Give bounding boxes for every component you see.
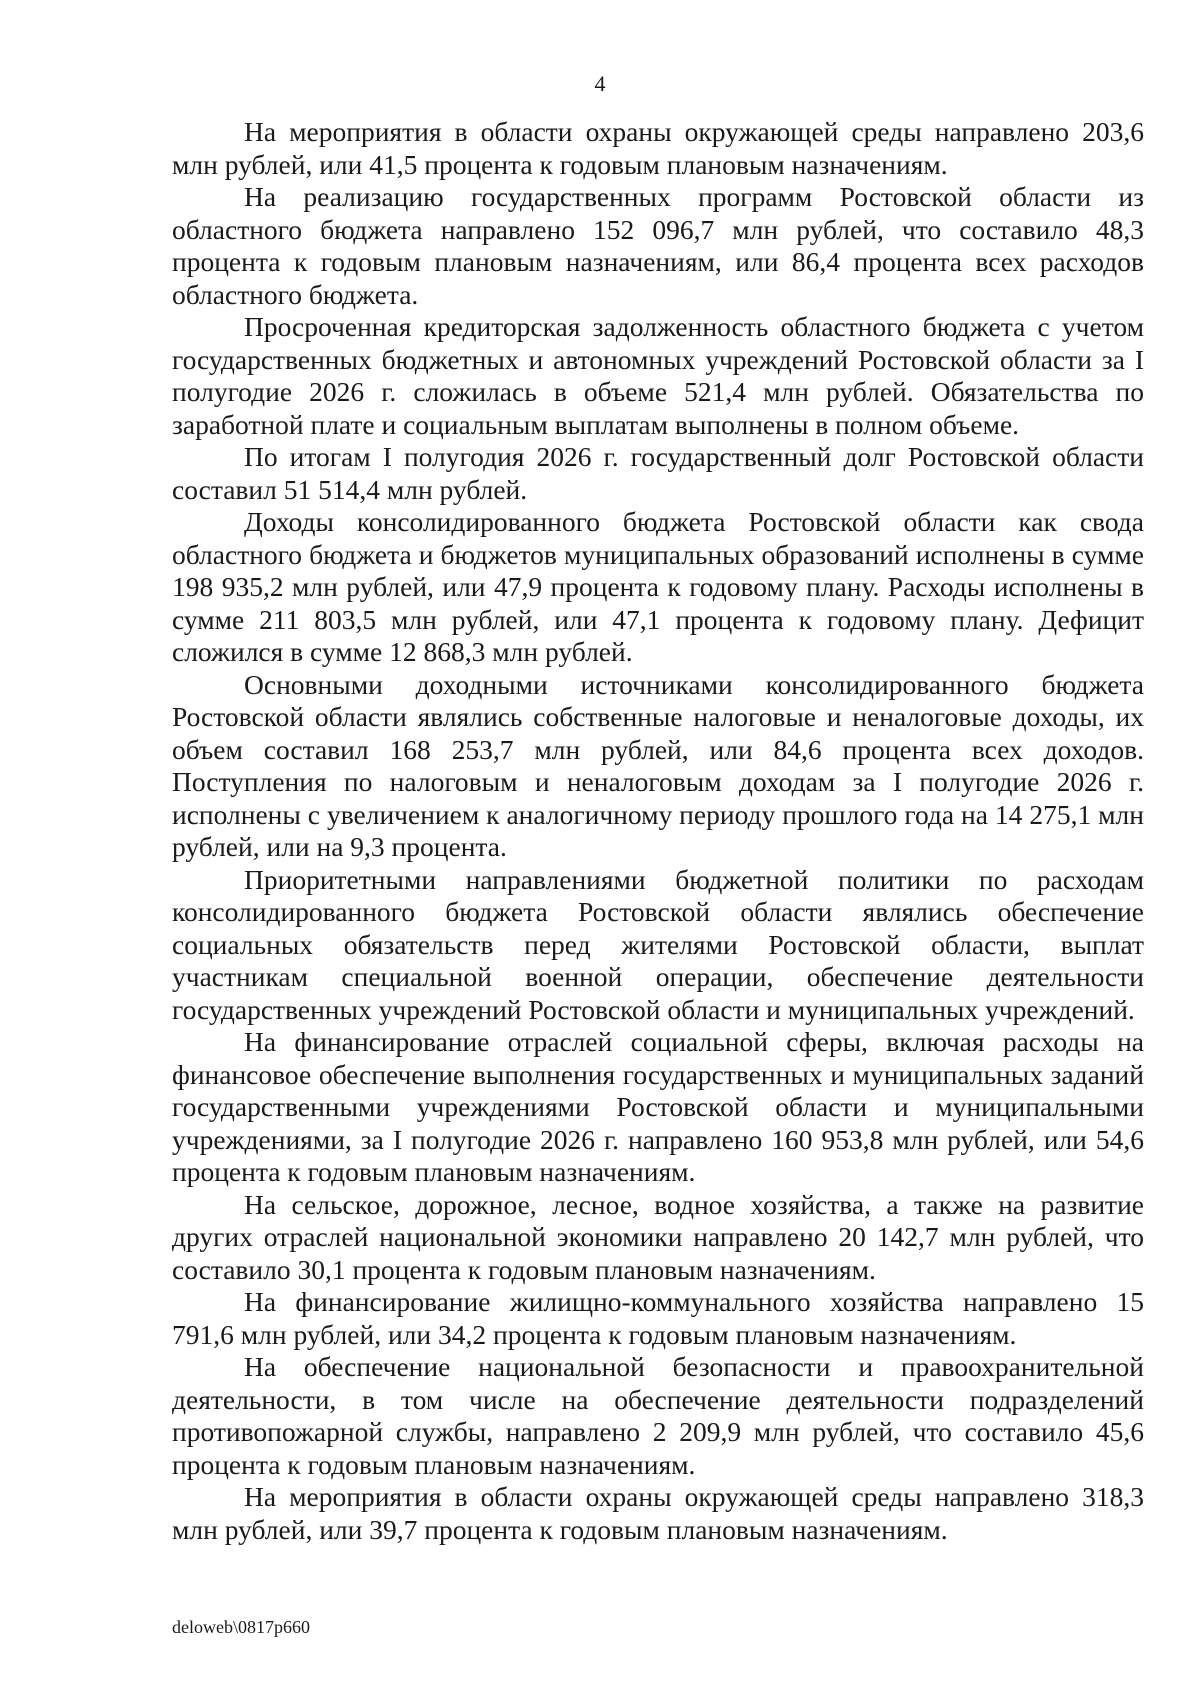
paragraph-overdue-payables: Просроченная кредиторская задолженность областного бюджета с учетом государственных бюджетных и автономных учреждений Ростовской области за I полугодие 2026 г. сложилась в объеме 521,4 млн рублей. Обязательства по заработной плате и социальным выплатам выполнены в полном объеме.: [172, 311, 1144, 440]
paragraph-social-sphere: На финансирование отраслей социальной сферы, включая расходы на финансовое обеспечение выполнения государственных и муниципальных заданий государственными учреждениями Ростовской области и муниципальными учреждениями, за I полугодие 2026 г. направлено 160 953,8 млн рублей, или 54,6 процента к годовым плановым назначениям.: [172, 1026, 1144, 1187]
paragraph-revenue-sources: Основными доходными источниками консолидированного бюджета Ростовской области являлись собственные налоговые и неналоговые доходы, их объем составил 168 253,7 млн рублей, или 84,6 процента всех доходов. Поступления по налоговым и неналоговым доходам за I полугодие 2026 г. исполнены с увеличением к аналогичному периоду прошлого года на 14 275,1 млн рублей, или на 9,3 процента.: [172, 668, 1144, 862]
document-body: [172, 116, 1144, 1546]
page-number: 4: [594, 71, 606, 96]
paragraph-housing-utilities: На финансирование жилищно-коммунального хозяйства направлено 15 791,6 млн рублей, или 34,2 процента к годовым плановым назначениям.: [172, 1286, 1144, 1350]
paragraph-state-programs: На реализацию государственных программ Ростовской области из областного бюджета направлено 152 096,7 млн рублей, что составило 48,3 процента к годовым плановым назначениям, или 86,4 процента всех расходов областного бюджета.: [172, 181, 1144, 310]
paragraph-budget-priorities: Приоритетными направлениями бюджетной политики по расходам консолидированного бюджета Ростовской области являлись обеспечение социальных обязательств перед жителями Ростовской области, выплат участникам специальной военной операции, обеспечение деятельности государственных учреждений Ростовской области и муниципальных учреждений.: [172, 863, 1144, 1025]
document-registration-code: deloweb\0817p660: [172, 1617, 310, 1637]
paragraph-consolidated-revenue: Доходы консолидированного бюджета Ростовской области как свода областного бюджета и бюджетов муниципальных образований исполнены в сумме 198 935,2 млн рублей, или 47,9 процента к годовому плану. Расходы исполнены в сумме 211 803,5 млн рублей, или 47,1 процента к годовому плану. Дефицит сложился в сумме 12 868,3 млн рублей.: [172, 506, 1144, 667]
paragraph-environment-regional: На мероприятия в области охраны окружающей среды направлено 203,6 млн рублей, или 41,5 процента к годовым плановым назначениям.: [172, 116, 1144, 180]
paragraph-national-security: На обеспечение национальной безопасности и правоохранительной деятельности, в том числе на обеспечение деятельности подразделений противопожарной службы, направлено 2 209,9 млн рублей, что составило 45,6 процента к годовым плановым назначениям.: [172, 1351, 1144, 1480]
paragraph-national-economy: На сельское, дорожное, лесное, водное хозяйства, а также на развитие других отраслей национальной экономики направлено 20 142,7 млн рублей, что составило 30,1 процента к годовым плановым назначениям.: [172, 1188, 1144, 1285]
paragraph-state-debt: По итогам I полугодия 2026 г. государственный долг Ростовской области составил 51 514,4 млн рублей.: [172, 441, 1144, 505]
paragraph-environment-consolidated: На мероприятия в области охраны окружающей среды направлено 318,3 млн рублей, или 39,7 процента к годовым плановым назначениям.: [172, 1481, 1144, 1545]
